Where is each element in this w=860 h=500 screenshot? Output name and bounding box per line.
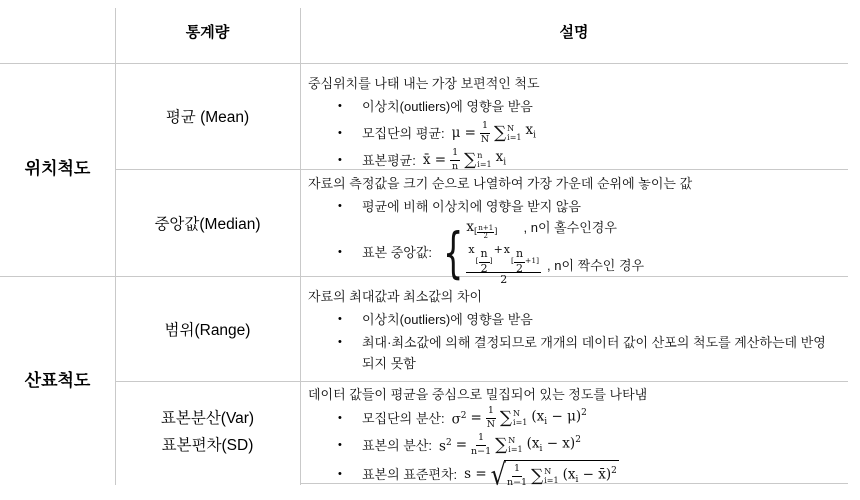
stat-name-var: 표본분산(Var) <box>160 410 255 427</box>
median-even-case: x $_{[ n 2 ]}$ + x $_{[ n 2 +1 ]}$ 2 , n이 짝수인 경우 <box>468 243 645 287</box>
col-header-description-label: 설명 <box>559 24 589 41</box>
desc-range-bullet-2-cont: 되지 못함 <box>362 356 416 371</box>
bullet-icon: • <box>338 336 342 348</box>
case-brace: { <box>443 220 464 286</box>
bullet-icon: • <box>338 438 342 451</box>
group-label-location: 위치척도 <box>24 159 91 178</box>
bullet-icon: • <box>338 100 342 112</box>
stat-name-var-sd <box>115 381 300 483</box>
formula-population-mean: μ = $\frac{1}{N}$ ∑ N i=1 $x_i$ <box>451 120 537 145</box>
desc-median-intro: 자료의 측정값을 크기 순으로 나열하여 가장 가운데 순위에 놓이는 값 <box>308 176 693 191</box>
col-header-statistic <box>115 0 300 63</box>
col-header-statistic-label: 통계량 <box>185 24 230 41</box>
sigma-notation: ∑ n i=1 <box>464 149 492 170</box>
desc-mean-bullet-1: • 이상치(outliers)에 영향을 받음 <box>338 99 533 114</box>
stat-name-median: 중앙값(Median) <box>154 215 261 233</box>
sigma-notation: ∑ N i=1 <box>494 122 522 143</box>
stat-name-sd: 표본편차(SD) <box>161 437 254 454</box>
bullet-icon: • <box>338 411 342 424</box>
desc-range-intro: 자료의 최대값과 최소값의 차이 <box>308 289 483 304</box>
bullet-icon: • <box>338 468 342 481</box>
radical: √ 1 n−1 ∑ N i=1 ($x_i$ − x̄)$^2$ <box>490 458 617 492</box>
bullet-icon: • <box>338 200 342 212</box>
desc-median <box>300 169 848 287</box>
formula-sample-mean: x̄ = $\frac{1}{n}$ ∑ n i=1 $x_i$ <box>422 146 507 172</box>
desc-mean-bullet-3: • 표본평균: x̄ = $\frac{1}{n}$ ∑ n i=1 $x_i$ <box>338 146 507 172</box>
col-header-description <box>300 0 848 63</box>
sigma-notation: ∑ N i=1 <box>495 434 523 455</box>
formula-population-variance: $\sigma^2$ = $\frac{1}{N}$ ∑ N i=1 $(x_i - \mu)^2$ <box>451 404 587 430</box>
desc-range-bullet-2: • 최대·최소값에 의해 결정되므로 개개의 데이터 값이 산포의 척도를 계산하는데 반영 <box>338 335 826 350</box>
desc-var-bullet-3: • 표본의 표준편차: s = √ 1 n−1 ∑ N i=1 ($x_i$ − x̄)$^2$ <box>338 458 617 492</box>
median-odd-case: x $_{[ n+1 2 ]}$ , n이 홀수인경우 <box>466 219 617 240</box>
stat-name-mean: 평균 (Mean) <box>165 109 250 126</box>
formula-sample-sd: s = √ 1 n−1 ∑ N i=1 ($x_i$ − x̄)$^2$ <box>464 458 617 492</box>
desc-mean-bullet-2: • 모집단의 평균: μ = $\frac{1}{N}$ ∑ N i=1 $x_i$ <box>338 120 537 145</box>
bullet-icon: • <box>338 313 342 325</box>
sigma-notation: ∑ N i=1 <box>531 465 559 486</box>
group-label-dispersion: 산표척도 <box>24 371 91 390</box>
desc-var-intro: 데이터 값들이 평균을 중심으로 밀집되어 있는 정도를 나타냄 <box>308 387 648 402</box>
sigma-notation: ∑ N i=1 <box>499 407 528 428</box>
stat-name-range: 범위(Range) <box>164 321 251 339</box>
desc-range <box>300 276 848 381</box>
desc-median-bullet-1: • 평균에 비해 이상치에 영향을 받지 않음 <box>338 199 581 214</box>
radical-sign: √ <box>490 458 506 492</box>
desc-mean <box>300 63 848 172</box>
bullet-icon: • <box>338 126 342 139</box>
bullet-icon: • <box>338 246 342 259</box>
bullet-icon: • <box>338 153 342 166</box>
desc-mean-intro: 중심위치를 나태 내는 가장 보편적인 척도 <box>308 76 540 91</box>
desc-var-bullet-1: • 모집단의 분산: $\sigma^2$ = $\frac{1}{N}$ ∑ N i=1 $(x_i - \mu)^2$ <box>338 404 587 430</box>
desc-var-sd <box>300 381 848 492</box>
formula-sample-variance: $s^2$ = $\frac{1}{n-1}$ ∑ N i=1 $(x_i - x)^2$ <box>439 431 581 457</box>
desc-range-bullet-1: • 이상치(outliers)에 영향을 받음 <box>338 312 533 327</box>
desc-median-bullet-2: • 표본 중앙값: { x $_{[ n+1 2 ]}$ , n이 홀수인경우 x $_{[ n 2 ]}$ + x $_{[ n 2 +1 ]}$ 2 , n이 짝수인 경우 <box>338 219 645 287</box>
desc-var-bullet-2: • 표본의 분산: $s^2$ = $\frac{1}{n-1}$ ∑ N i=1 $(x_i - x)^2$ <box>338 431 581 457</box>
